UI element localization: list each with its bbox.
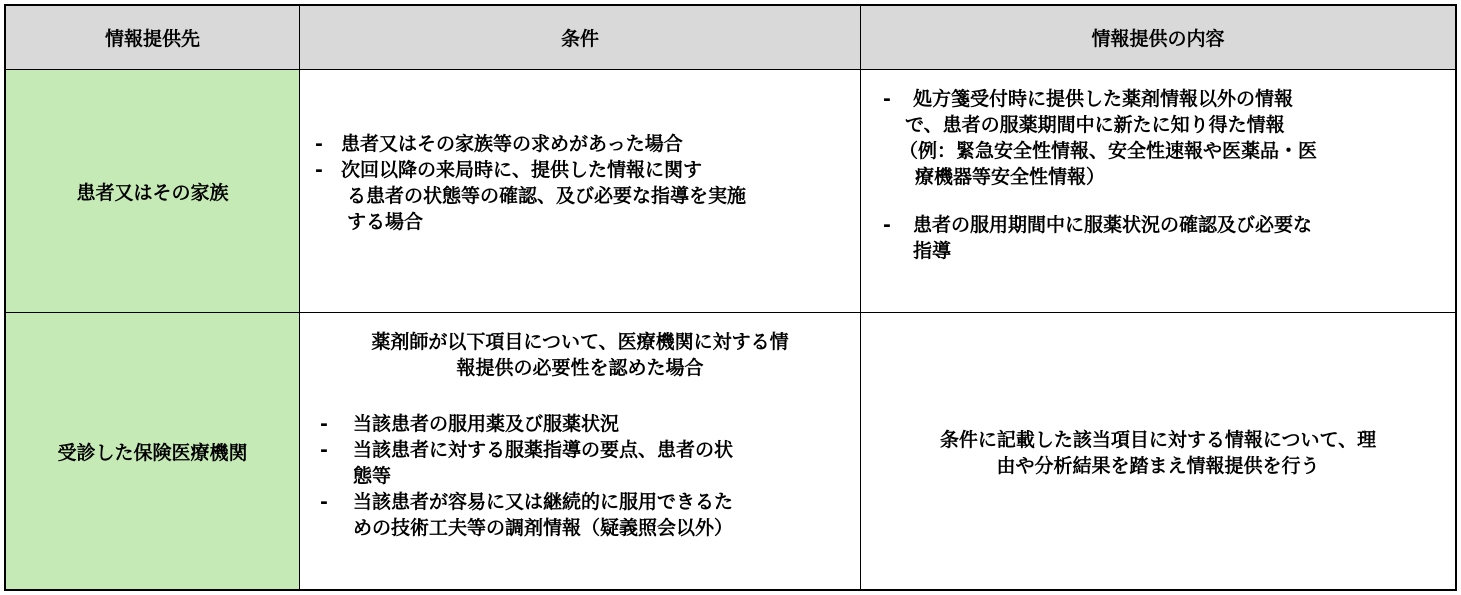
content-continuation: （例：緊急安全性情報、安全性速報や医薬品・医 [899,140,1318,162]
info-provision-table [4,4,1457,591]
header-target: 情報提供先 [6,6,299,69]
condition-continuation: めの技術工夫等の調剤情報（疑義照会以外） [353,517,734,539]
header-content: 情報提供の内容 [861,6,1455,69]
bullet-dash: - [320,491,328,513]
bullet-dash: - [883,88,891,110]
row1-target: 患者又はその家族 [6,70,299,312]
column-divider [299,6,300,589]
row2-conditions [300,313,860,589]
condition-item: - 当該患者の服用薬及び服薬状況 [320,413,620,435]
row1-content [861,70,1455,312]
condition-continuation: る患者の状態等の確認、及び必要な指導を実施 [347,185,747,207]
bullet-dash: - [315,133,323,155]
row2-content [861,313,1455,589]
condition-item: - 患者又はその家族等の求めがあった場合 [315,133,683,155]
condition-item: - 当該患者が容易に又は継続的に服用できるた [320,491,734,513]
header-conditions: 条件 [300,6,860,69]
condition-item: - 当該患者に対する服薬指導の要点、患者の状 [320,439,734,461]
bullet-dash: - [320,439,328,461]
column-divider [860,6,861,589]
content-continuation: で、患者の服薬期間中に新たに知り得た情報 [905,114,1285,136]
conditions-intro: 薬剤師が以下項目について、医療機関に対する情 [371,331,789,353]
bullet-dash: - [320,413,328,435]
row-divider [6,69,1455,70]
conditions-intro: 報提供の必要性を認めた場合 [456,357,704,379]
content-item: - 患者の服用期間中に服薬状況の確認及び必要な [883,214,1313,236]
content-continuation: 指導 [913,240,952,262]
content-text: 由や分析結果を踏まえ情報提供を行う [996,455,1320,477]
content-continuation: 療機器等安全性情報） [915,166,1106,188]
row1-conditions [300,70,860,312]
condition-continuation: する場合 [347,211,424,233]
condition-item: - 次回以降の来局時に、提供した情報に関す [315,159,703,181]
row2-target: 受診した保険医療機関 [6,313,299,589]
row-divider [6,312,1455,313]
content-item: - 処方箋受付時に提供した薬剤情報以外の情報 [883,88,1294,110]
bullet-dash: - [315,159,323,181]
bullet-dash: - [883,214,891,236]
condition-continuation: 態等 [353,465,392,487]
content-text: 条件に記載した該当項目に対する情報について、理 [939,429,1377,451]
